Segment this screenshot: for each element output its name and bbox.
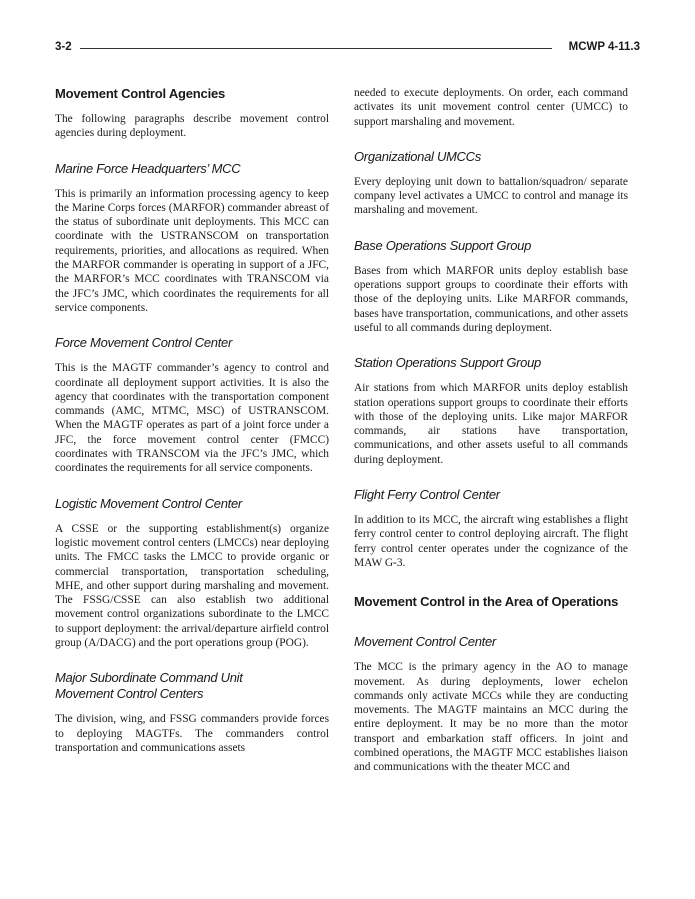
heading-marfor-mcc: Marine Force Headquarters’ MCC xyxy=(55,160,241,176)
header-rule xyxy=(80,48,552,49)
heading-lmcc: Logistic Movement Control Center xyxy=(55,495,242,511)
paragraph-intro: The following paragraphs describe movement control agencies during deployment. xyxy=(55,113,329,140)
paragraph-msc: The division, wing, and FSSG commanders provide forces to deploying MAGTFs. The commanders control transportation and communications assets xyxy=(55,713,329,754)
heading-fmcc: Force Movement Control Center xyxy=(55,335,232,351)
heading-org-umccs: Organizational UMCCs xyxy=(354,148,481,164)
page-header xyxy=(55,41,640,57)
right-column xyxy=(354,86,628,775)
heading-mc-ao: Movement Control in the Area of Operations xyxy=(354,594,619,610)
heading-msc-line1: Major Subordinate Command Unit xyxy=(55,670,243,686)
paragraph-marfor-mcc: This is primarily an information processing agency to keep the Marine Corps forces (MARFOR) commander abreast of the status of subordinate unit deployments. This MCC can coordinate with the USTRANSCOM on transportation requirements, priorities, and allocations as required. When the MARFOR commander is operating in support of a JFC, the MARFOR’s MCC coordinates with TRANSCOM via the JFC’s JMC, which coordinates the requirements for all service components. xyxy=(55,187,329,314)
paragraph-org-umccs: Every deploying unit down to battalion/squadron/ separate company level activates a UMCC to control and manage its marshaling and movement. xyxy=(354,175,628,217)
heading-mcc: Movement Control Center xyxy=(354,634,496,650)
heading-msc-line2: Movement Control Centers xyxy=(55,686,204,702)
paragraph-flight-ferry: In addition to its MCC, the aircraft wing establishes a flight ferry control center to control deploying aircraft. The flight ferry control center operates under the cognizance of the MAW G-3. xyxy=(354,514,628,569)
page-number: 3-2 xyxy=(55,41,72,53)
paragraph-base-ops: Bases from which MARFOR units deploy establish base operations support groups to coordinate their efforts with those of the deploying units. Like MARFOR commands, bases have transportation, communications, and other assets useful to all commands during deployment. xyxy=(354,264,628,334)
heading-station-ops: Station Operations Support Group xyxy=(354,355,541,371)
paragraph-continued: needed to execute deployments. On order, each command activates its unit movement control center (UMCC) to support marshaling and movement. xyxy=(354,87,628,128)
paragraph-lmcc: A CSSE or the supporting establishment(s) organize logistic movement control centers (LMCCs) near deploying units. The FMCC tasks the LMCC to provide organic or commercial transportation, transportation scheduling, MHE, and other support during marshaling and movement. The FSSG/CSSE can also establish two additional movement control organizations subordinate to the LMCC to support deployment: the arrival/departure airfield control group (A/DACG) and the port operations group (POG). xyxy=(55,522,329,650)
heading-movement-control-agencies: Movement Control Agencies xyxy=(55,86,226,101)
left-column xyxy=(55,86,329,755)
document-id: MCWP 4-11.3 xyxy=(568,41,640,53)
heading-base-ops: Base Operations Support Group xyxy=(354,237,532,253)
paragraph-fmcc: This is the MAGTF commander’s agency to control and coordinate all deployment support activities. It is also the agency that coordinates with the transportation component commands (AMC, MTMC, MSC) of USTRANSCOM. When the MAGTF operates as part of a joint force under a JFC, the force movement control center (FMCC) coordinates with TRANSCOM via the JFC’s JMC, which coordinates the requirements for all service components. xyxy=(55,362,329,475)
paragraph-station-ops: Air stations from which MARFOR units deploy establish station operations support groups to coordinate their efforts with those of the deploying units. Like major MARFOR commands, air stations have transportation, communications, and other assets useful to all commands during deployment. xyxy=(354,382,628,466)
heading-flight-ferry: Flight Ferry Control Center xyxy=(354,487,500,503)
paragraph-mcc: The MCC is the primary agency in the AO to manage movement. As during deployments, lower echelon commands only activate MCCs while they are conducting movements. The MAGTF maintains an MCC during the entire deployment. It may be no more than the motor transport and embarkation staff officers. In joint and combined operations, the MAGTF MCC establishes liaison and communications with the theater MCC and xyxy=(354,661,628,774)
